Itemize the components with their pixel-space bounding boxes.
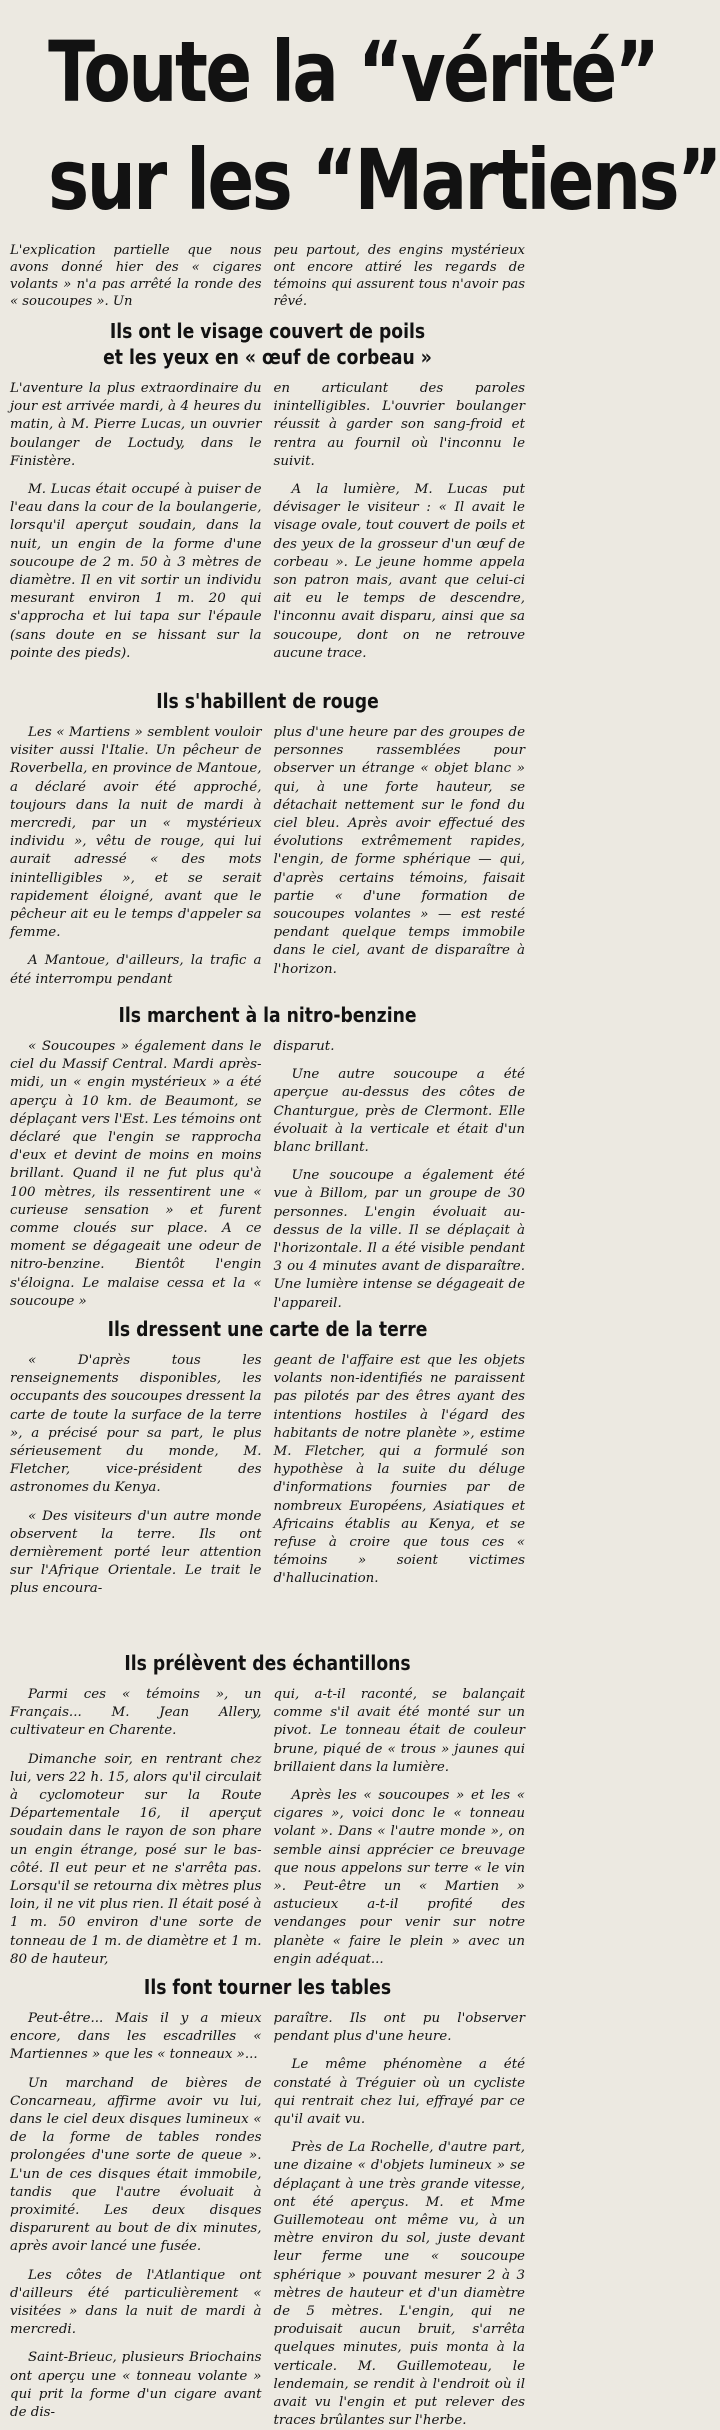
paragraph: Une autre soucoupe a été aperçue au-dessus des côtes de Chanturgue, près de Clermont. Elle évoluait à la verticale et était d'un blanc brillant. — [273, 1067, 525, 1156]
section-body — [0, 724, 535, 994]
section-subhead: Ils marchent à la nitro-benzine — [118, 1003, 417, 1027]
paragraph: Dimanche soir, en rentrant chez lui, vers 22 h. 15, alors qu'il circulait à cyclomoteur sur la Route Départementale 16, il aperçut soudain dans le rayon de son phare un engin étrange, posé sur le bas-côté. Il eut peur et ne s'arrêta pas. Lorsqu'il se retourna dix mètres plus loin, il ne vit plus rien. Il était posé à 1 m. 50 environ d'une sorte de tonneau de 1 m. de diamètre et 1 m. 80 de hauteur, — [10, 1751, 262, 1967]
paragraph: en articulant des paroles inintelligibles. L'ouvrier boulanger réussit à garder son sang-froid et rentra au fournil où l'inconnu le suivit. — [273, 381, 525, 469]
section-body — [0, 2010, 535, 2429]
paragraph: Le même phénomène a été constaté à Tréguier où un cycliste qui rentrait chez lui, effrayé par ce qu'il avait vu. — [273, 2057, 525, 2128]
section-subhead: Ils font tourner les tables — [143, 1975, 392, 1999]
section-body — [0, 1038, 535, 1311]
section-subhead: Ils dressent une carte de la terre — [107, 1317, 428, 1341]
headline-line-2: sur les “Martiens” — [48, 131, 720, 229]
paragraph: Parmi ces « témoins », un Français... M. Jean Allery, cultivateur en Charente. — [10, 1687, 262, 1739]
paragraph: Un marchand de bières de Concarneau, affirme avoir vu lui, dans le ciel deux disques lumineux « de la forme de tables rondes prolongées d'une sorte de queue ». L'un de ces disques était immobile, tandis que l'autre évoluait à proximité. Les deux disques disparurent au bout de dix minutes, après avoir lancé une fusée. — [10, 2075, 262, 2255]
paragraph: Peut-être... Mais il y a mieux encore, dans les escadrilles « Martiennes » que les « tonneaux »... — [10, 2011, 262, 2063]
paragraph: « D'après tous les renseignements disponibles, les occupants des soucoupes dressent la carte de toute la surface de la terre », a précisé pour sa part, le plus sérieusement du monde, M. Fletcher, vice-président des astronomes du Kenya. — [10, 1353, 262, 1496]
paragraph: Une soucoupe a également été vue à Billom, par un groupe de 30 personnes. L'engin évoluait au-dessus de la ville. Il se déplaçait à l'horizontale. Il a été visible pendant 3 ou 4 minutes avant de disparaître. Une lumière intense se dégageait de l'appareil. — [273, 1168, 525, 1311]
section-body — [0, 380, 535, 680]
paragraph: M. Lucas était occupé à puiser de l'eau dans la cour de la boulangerie, lorsqu'il aperçut soudain, dans la nuit, un engin de la forme d'une soucoupe de 2 m. 50 à 3 mètres de diamètre. Il en vit sortir un individu mesurant environ 1 m. 20 qui s'approcha et lui tapa sur l'épaule (sans doute en se hissant sur la pointe des pieds). — [10, 482, 262, 661]
paragraph: A Mantoue, d'ailleurs, la trafic a été interrompu pendant — [10, 953, 262, 987]
section-subhead: Ils s'habillent de rouge — [156, 689, 379, 713]
paragraph: paraître. Ils ont pu l'observer pendant plus d'une heure. — [273, 2011, 525, 2045]
headline-line-1: Toute la “vérité” — [48, 23, 658, 121]
section-subhead: Ils prélèvent des échantillons — [124, 1651, 411, 1675]
paragraph: Saint-Brieuc, plusieurs Briochains ont aperçu une « tonneau volante » qui prit la forme d'un cigare avant de dis- — [10, 2350, 262, 2421]
section-body — [0, 1352, 535, 1642]
section-subhead: Ils ont le visage couvert de poils et les yeux en « œuf de corbeau » — [103, 319, 432, 369]
paragraph: geant de l'affaire est que les objets volants non-identifiés ne paraissent pas pilotés par des êtres ayant des intentions hostiles à l'égard des habitants de notre planète », estime M. Fletcher, qui a formulé son hypothèse à la suite du déluge d'informations fournies par de nombreux Européens, Asiatiques et Africains établis au Kenya, et se refuse à croire que tous ces « témoins » soient victimes d'hallucination. — [273, 1353, 525, 1587]
paragraph: plus d'une heure par des groupes de personnes rassemblées pour observer un étrange « objet blanc » qui, à une forte hauteur, se détachait nettement sur le fond du ciel bleu. Après avoir effectué des évolutions extrêmement rapides, l'engin, de forme sphérique — qui, d'après certains témoins, faisait partie « d'une formation de soucoupes volantes » — est resté pendant quelque temps immobile dans le ciel, avant de disparaître à l'horizon. — [273, 725, 525, 977]
paragraph: « Soucoupes » également dans le ciel du Massif Central. Mardi après-midi, un « engin mystérieux » a été aperçu à 10 km. de Beaumont, se déplaçant vers l'Est. Les témoins ont déclaré que l'engin se rapprocha d'eux et devint de moins en moins brillant. Quand il ne fut plus qu'à 100 mètres, ils ressentirent une « curieuse sensation » et furent comme cloués sur place. A ce moment se dégageait une odeur de nitro-benzine. Bientôt l'engin s'éloigna. Le malaise cessa et la « soucoupe » — [10, 1039, 262, 1309]
newspaper-article — [0, 18, 720, 2429]
paragraph: disparut. — [273, 1039, 335, 1054]
paragraph: L'aventure la plus extraordinaire du jour est arrivée mardi, à 4 heures du matin, à M. Pierre Lucas, un ouvrier boulanger de Loctudy, dans le Finistère. — [10, 381, 262, 469]
paragraph: « Des visiteurs d'un autre monde observent la terre. Ils ont dernièrement porté leur attention sur l'Afrique Orientale. Le trait le plus encoura- — [10, 1508, 262, 1597]
paragraph: qui, a-t-il raconté, se balançait comme s'il avait été monté sur un pivot. Le tonneau était de couleur brune, piqué de « trous » jaunes qui brillaient dans la lumière. — [273, 1687, 525, 1775]
section-body — [0, 1686, 535, 1966]
intro-left-paragraph: L'explication partielle que nous avons donné hier des « cigares volants » n'a pas arrêté la ronde des « soucoupes ». Un — [10, 243, 262, 309]
paragraph: Les « Martiens » semblent vouloir visiter aussi l'Italie. Un pêcheur de Roverbella, en province de Mantoue, a déclaré avoir été approché, toujours dans la nuit de mardi à mercredi, par un « mystérieux individu », vêtu de rouge, qui lui aurait adressé « des mots inintelligibles », et se serait rapidement éloigné, avant que le pêcheur ait eu le temps d'appeler sa femme. — [10, 725, 262, 941]
paragraph: Après les « soucoupes » et les « cigares », voici donc le « tonneau volant ». Dans « l'autre monde », on semble ainsi apprécier ce breuvage que nous appelons sur terre « le vin ». Peut-être un « Martien » astucieux a-t-il profité des vendanges pour venir sur notre planète « faire le plein » avec un engin adéquat... — [273, 1788, 525, 1967]
intro-block — [0, 242, 535, 310]
intro-right-paragraph: peu partout, des engins mystérieux ont encore attiré les regards de témoins qui assurent tous n'avoir pas rêvé. — [273, 243, 525, 309]
paragraph: Les côtes de l'Atlantique ont d'ailleurs été particulièrement « visitées » dans la nuit de mardi à mercredi. — [10, 2267, 262, 2338]
article-headline — [48, 18, 720, 234]
paragraph: Près de La Rochelle, d'autre part, une dizaine « d'objets lumineux » se déplaçant à une très grande vitesse, ont été aperçus. M. et Mme Guillemoteau ont même vu, à un mètre environ du sol, juste devant leur ferme une « soucoupe sphérique » pouvant mesurer 2 à 3 mètres de hauteur et d'un diamètre de 5 mètres. L'engin, qui ne produisait aucun bruit, s'arrêta quelques minutes, puis monta à la verticale. M. Guillemoteau, le lendemain, se rendit à l'endroit où il avait vu l'engin et put relever des traces brûlantes sur l'herbe. — [273, 2140, 525, 2429]
paragraph: A la lumière, M. Lucas put dévisager le visiteur : « Il avait le visage ovale, tout couvert de poils et des yeux de la grosseur d'un œuf de corbeau ». Le jeune homme appela son patron mais, avant que celui-ci ait eu le temps de descendre, l'inconnu avait disparu, ainsi que sa soucoupe, dont on ne retrouve aucune trace. — [273, 482, 525, 661]
